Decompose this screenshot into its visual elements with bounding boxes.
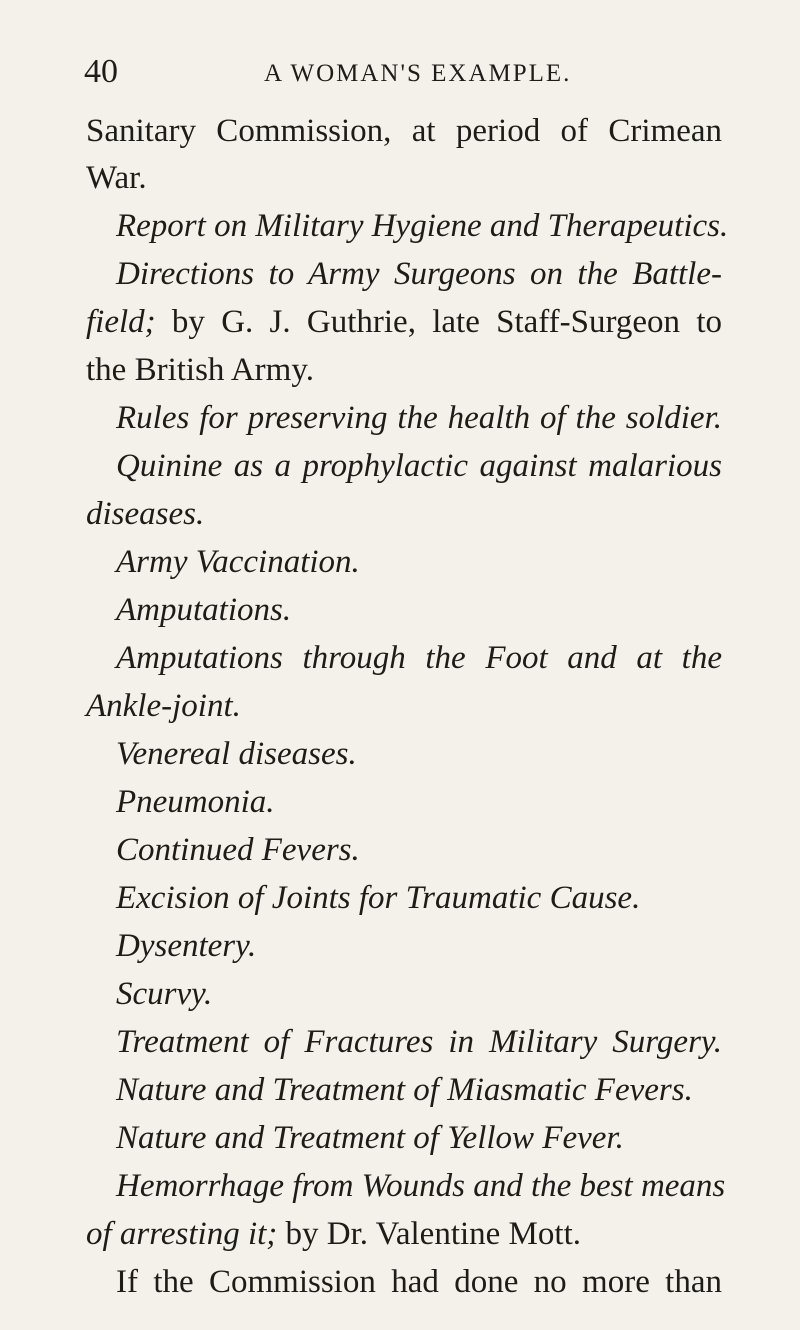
page-header — [84, 52, 724, 92]
running-head: A WOMAN'S EXAMPLE. — [264, 60, 572, 87]
report-title: Continued Fevers. — [116, 832, 360, 868]
report-title: Treatment of Fractures in Military Surgery. — [116, 1024, 722, 1060]
report-title: Amputations through the Foot and at the — [116, 640, 722, 676]
report-title: Ankle-joint. — [86, 688, 241, 724]
report-title: Directions to Army Surgeons on the Battle- — [116, 256, 722, 292]
report-title: Rules for preserving the health of the soldier. — [116, 400, 722, 436]
report-title: Excision of Joints for Traumatic Cause. — [116, 880, 641, 916]
report-title: Nature and Treatment of Yellow Fever. — [116, 1120, 624, 1156]
report-title: of arresting it; — [86, 1216, 278, 1252]
report-title: Pneumonia. — [116, 784, 275, 820]
report-title: Report on Military Hygiene and Therapeutics. — [116, 208, 729, 244]
body-line: War. — [86, 160, 147, 196]
author-credit: by Dr. Valentine Mott. — [277, 1216, 581, 1252]
body-line: If the Commission had done no more than — [116, 1264, 722, 1300]
body-line — [86, 302, 722, 342]
report-title: Amputations. — [116, 592, 292, 628]
report-title: Dysentery. — [116, 928, 257, 964]
author-credit: by G. J. Guthrie, late Staff-Surgeon to — [155, 304, 722, 340]
report-title: Army Vaccination. — [116, 544, 360, 580]
report-title: Nature and Treatment of Miasmatic Fevers. — [116, 1072, 693, 1108]
page-number: 40 — [84, 53, 118, 90]
body-line: the British Army. — [86, 352, 314, 388]
report-title: Hemorrhage from Wounds and the best means — [116, 1168, 726, 1204]
report-title: Quinine as a prophylactic against malarious — [116, 448, 722, 484]
report-title: field; — [86, 304, 156, 340]
body-line: Sanitary Commission, at period of Crimean — [86, 113, 722, 149]
body-line — [86, 1214, 581, 1254]
report-title: diseases. — [86, 496, 205, 532]
report-title: Venereal diseases. — [116, 736, 357, 772]
report-title: Scurvy. — [116, 976, 213, 1012]
